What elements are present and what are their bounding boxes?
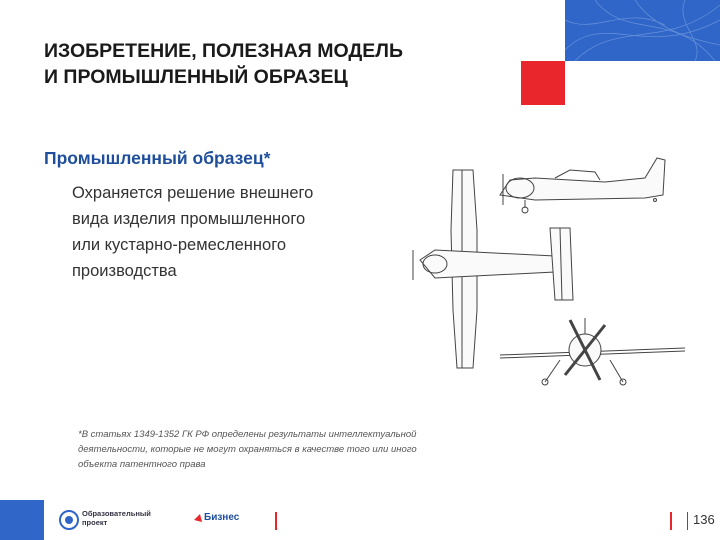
airplane-technical-drawing bbox=[405, 150, 690, 390]
body-line-3: или кустарно-ремесленного bbox=[72, 236, 287, 254]
body-line-1: Охраняется решение внешнего bbox=[72, 184, 314, 202]
footnote-line-1: *В статьях 1349-1352 ГК РФ определены результаты интеллектуальной bbox=[78, 429, 417, 440]
page-number-separator bbox=[687, 512, 688, 530]
footnote-line-2: деятельности, которые не могут охраняться в качестве того или иного bbox=[78, 444, 417, 455]
footer-divider-right bbox=[670, 512, 672, 530]
footnote bbox=[78, 427, 518, 472]
education-project-logo-text: Образовательный проект bbox=[82, 509, 151, 527]
airplane-front-view bbox=[500, 318, 685, 385]
airplane-side-view bbox=[500, 158, 665, 213]
business-logo-text: Бизнес bbox=[204, 512, 240, 523]
footer-blue-block bbox=[0, 500, 44, 540]
decorative-red-square bbox=[521, 61, 565, 105]
body-line-4: производства bbox=[72, 262, 177, 280]
footnote-line-3: объекта патентного права bbox=[78, 459, 206, 470]
section-subtitle: Промышленный образец* bbox=[44, 148, 271, 168]
decorative-swirl-pattern bbox=[565, 0, 720, 61]
slide-title-line-1: ИЗОБРЕТЕНИЕ, ПОЛЕЗНАЯ МОДЕЛЬ bbox=[44, 40, 403, 62]
page-number: 136 bbox=[693, 512, 715, 527]
body-text bbox=[72, 180, 392, 284]
decorative-blue-block bbox=[565, 0, 720, 61]
body-line-2: вида изделия промышленного bbox=[72, 210, 306, 228]
slide-title-line-2: И ПРОМЫШЛЕННЫЙ ОБРАЗЕЦ bbox=[44, 66, 348, 88]
footer-divider-left bbox=[275, 512, 277, 530]
slide-title bbox=[44, 38, 524, 90]
